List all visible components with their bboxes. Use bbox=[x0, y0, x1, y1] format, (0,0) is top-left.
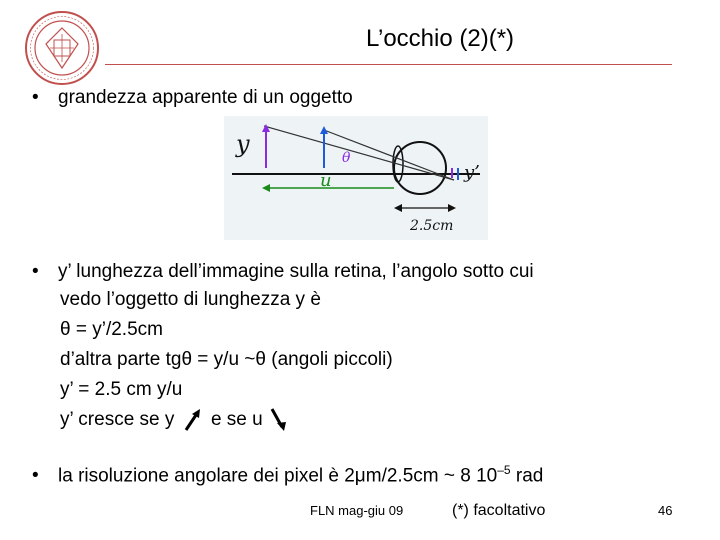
label-theta: θ bbox=[342, 150, 351, 166]
line-5a: y’ cresce se y bbox=[60, 409, 175, 430]
university-seal-logo bbox=[24, 10, 100, 86]
footer-note: (*) facoltativo bbox=[452, 502, 546, 519]
bullet-2-continuation bbox=[60, 285, 393, 435]
label-u: u bbox=[320, 170, 332, 191]
bullet-3-unit: rad bbox=[510, 465, 544, 487]
bullet-2-text: y’ lunghezza dell’immagine sulla retina, l’angolo sotto cui bbox=[58, 261, 534, 282]
label-distance: 2.5cm bbox=[410, 218, 454, 234]
label-y-prime: y’ bbox=[464, 162, 480, 183]
page-number: 46 bbox=[658, 503, 673, 518]
line-4: y’ = 2.5 cm y/u bbox=[60, 379, 183, 400]
bullet-marker: • bbox=[32, 465, 39, 487]
bullet-3-text: la risoluzione angolare dei pixel è 2μm/2.5cm ~ 8 10 bbox=[58, 465, 498, 487]
line-5 bbox=[60, 405, 393, 435]
bullet-3 bbox=[32, 456, 543, 490]
slide-title: L’occhio (2)(*) bbox=[365, 25, 515, 52]
arrow-up-icon bbox=[180, 408, 206, 432]
bullet-marker: • bbox=[32, 87, 39, 108]
bullet-1 bbox=[32, 84, 353, 112]
eye-sketch-diagram bbox=[224, 116, 488, 240]
label-y: y bbox=[236, 130, 250, 158]
bullet-1-text: grandezza apparente di un oggetto bbox=[58, 87, 353, 108]
line-2: θ = y’/2.5cm bbox=[60, 319, 163, 340]
bullet-2 bbox=[32, 258, 534, 286]
arrow-down-icon bbox=[268, 407, 290, 433]
bullet-marker: • bbox=[32, 261, 39, 282]
footer-course: FLN mag-giu 09 bbox=[310, 503, 404, 518]
line-1: vedo l’oggetto di lunghezza y è bbox=[60, 289, 321, 310]
title-divider bbox=[105, 64, 672, 65]
line-5b: e se u bbox=[210, 409, 263, 430]
bullet-3-exponent: –5 bbox=[497, 463, 511, 477]
line-3: d’altra parte tgθ = y/u ~θ (angoli piccoli) bbox=[60, 349, 393, 370]
